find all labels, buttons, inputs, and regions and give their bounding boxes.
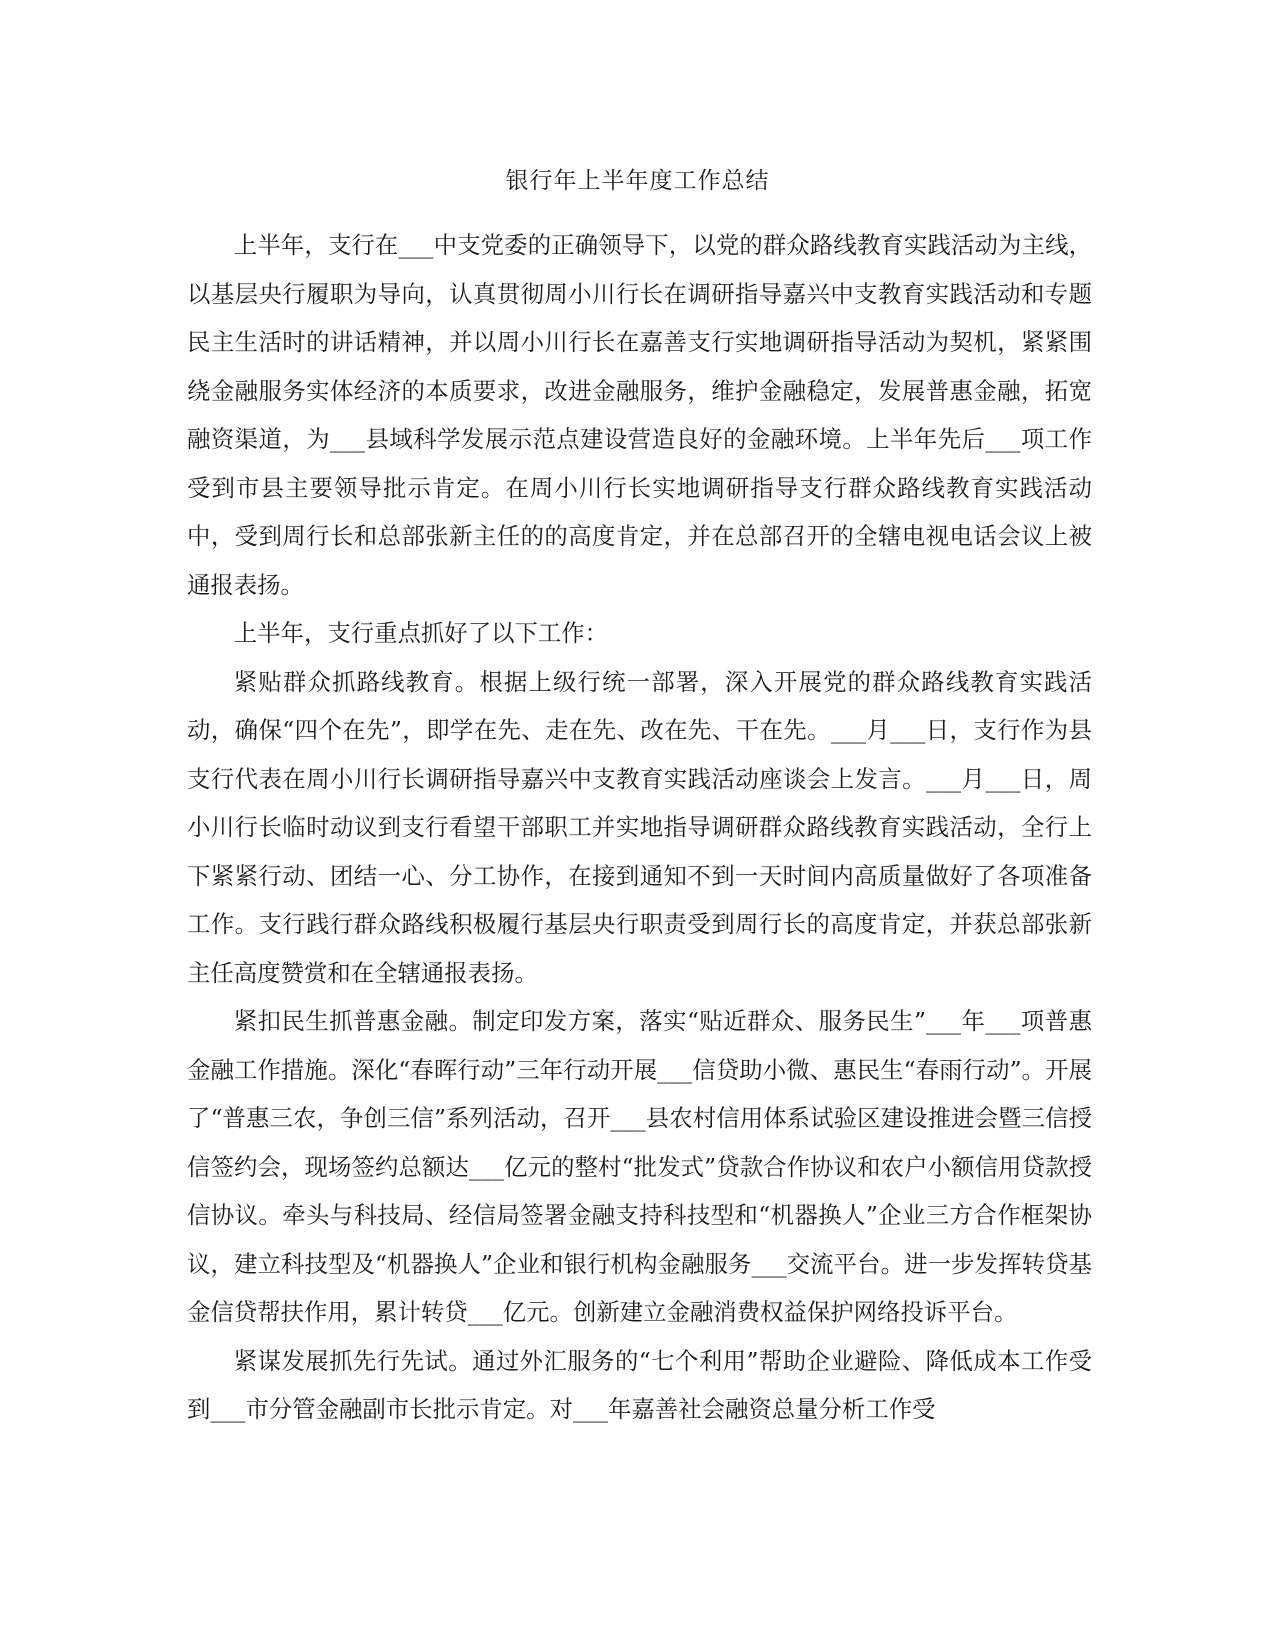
document-title: 银行年上半年度工作总结 (505, 168, 770, 194)
paragraph-overview: 上半年，支行重点抓好了以下工作： (233, 619, 609, 647)
paragraph-pilot: 紧谋发展抓先行先试。通过外汇服务的“七个利用”帮助企业避险、降低成本工作受到___市分管金融副市长批示肯定。对___年嘉善社会融资总量分析工作受 (187, 1346, 1092, 1423)
paragraph-inclusive-finance: 紧扣民生抓普惠金融。制定印发方案，落实“贴近群众、服务民生”___年___项普惠金融工作措施。深化“春晖行动”三年行动开展___信贷助小微、惠民生“春雨行动”。开展了“普惠三农，争创三信”系列活动，召开___县农村信用体系试验区建设推进会暨三信授信签约会，现场签约总额达___亿元的整村“批发式”贷款合作协议和农户小额信用贷款授信协议。牵头与科技局、经信局签署金融支持科技型和“机器换人”企业三方合作框架协议，建立科技型及“机器换人”企业和银行机构金融服务___交流平台。进一步发挥转贷基金信贷帮扶作用，累计转贷___亿元。创新建立金融消费权益保护网络投诉平台。 (187, 1007, 1092, 1326)
paragraph-mass-line: 紧贴群众抓路线教育。根据上级行统一部署，深入开展党的群众路线教育实践活动，确保“四个在先”，即学在先、走在先、改在先、干在先。___月___日，支行作为县支行代表在周小川行长调研指导嘉兴中支教育实践活动座谈会上发言。___月___日，周小川行长临时动议到支行看望干部职工并实地指导调研群众路线教育实践活动，全行上下紧紧行动、团结一心、分工协作，在接到通知不到一天时间内高质量做好了各项准备工作。支行践行群众路线积极履行基层央行职责受到周行长的高度肯定，并获总部张新主任高度赞赏和在全辖通报表扬。 (187, 667, 1092, 987)
paragraph-intro: 上半年，支行在___中支党委的正确领导下，以党的群众路线教育实践活动为主线，以基层央行履职为导向，认真贯彻周小川行长在调研指导嘉兴中支教育实践活动和专题民主生活时的讲话精神，并以周小川行长在嘉善支行实地调研指导活动为契机，紧紧围绕金融服务实体经济的本质要求，改进金融服务，维护金融稳定，发展普惠金融，拓宽融资渠道，为___县域科学发展示范点建设营造良好的金融环境。上半年先后___项工作受到市县主要领导批示肯定。在周小川行长实地调研指导支行群众路线教育实践活动中，受到周行长和总部张新主任的的高度肯定，并在总部召开的全辖电视电话会议上被通报表扬。 (187, 231, 1092, 599)
document-body (187, 221, 1092, 1434)
